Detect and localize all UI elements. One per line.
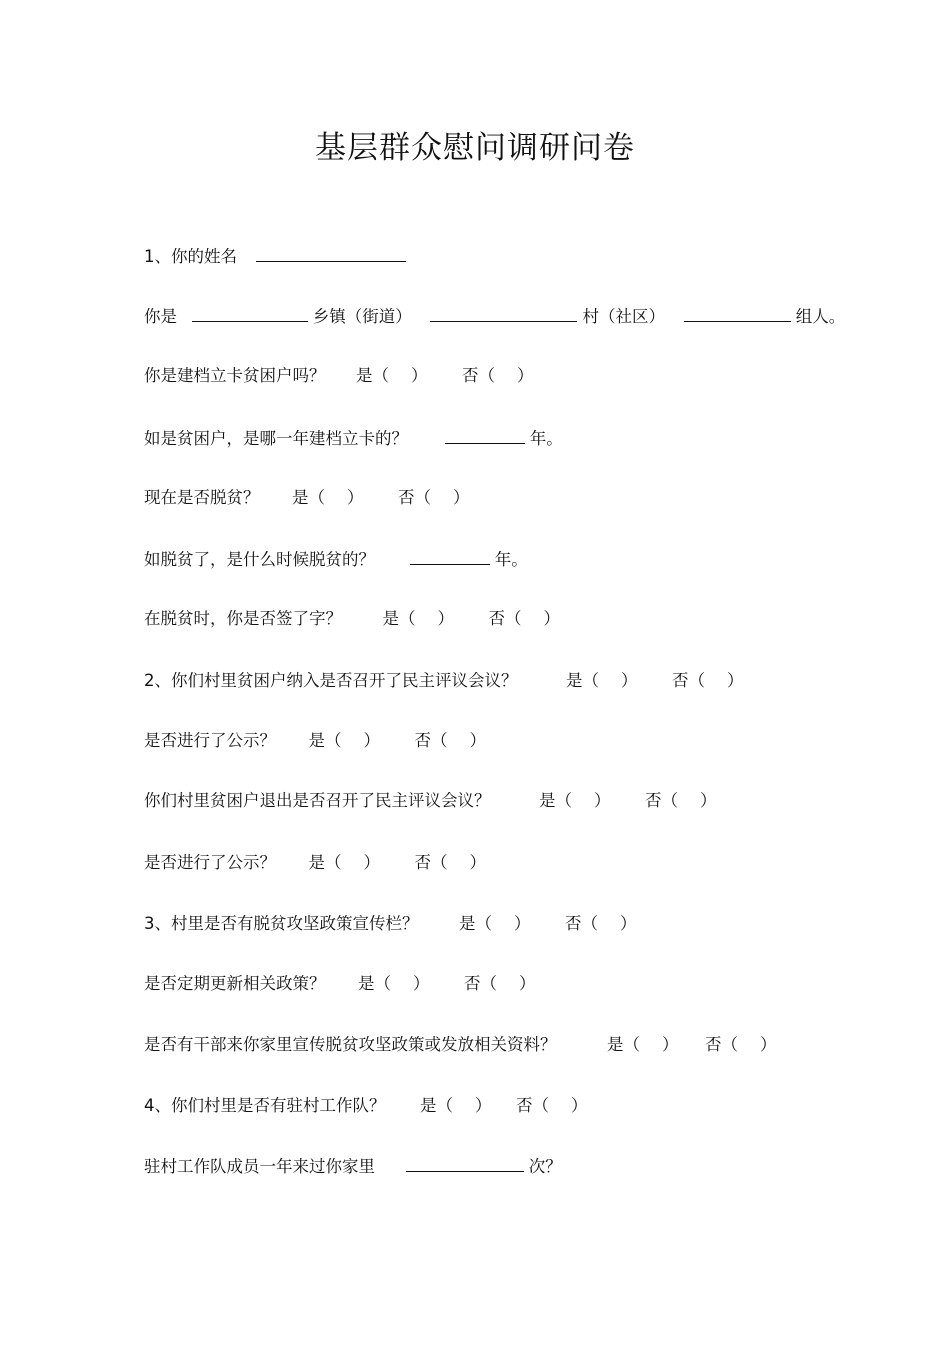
out-of-poverty-year-field[interactable] bbox=[410, 546, 490, 565]
question-text: 如是贫困户，是哪一年建档立卡的？ bbox=[144, 429, 408, 448]
inclusion-meeting-line bbox=[144, 668, 744, 694]
yes-option[interactable]: 是（ ） bbox=[382, 609, 454, 628]
no-option[interactable]: 否（ ） bbox=[462, 366, 534, 385]
yes-option[interactable]: 是（ ） bbox=[459, 914, 531, 933]
address-prefix: 你是 bbox=[144, 307, 177, 326]
group-field[interactable] bbox=[684, 303, 791, 322]
no-option[interactable]: 否（ ） bbox=[672, 671, 744, 690]
yes-option[interactable]: 是（ ） bbox=[292, 488, 364, 507]
yes-option[interactable]: 是（ ） bbox=[607, 1035, 679, 1054]
yes-option[interactable]: 是（ ） bbox=[308, 853, 380, 872]
visits-suffix: 次？ bbox=[528, 1157, 562, 1176]
no-option[interactable]: 否（ ） bbox=[414, 853, 486, 872]
visit-count-field[interactable] bbox=[406, 1153, 524, 1172]
question-text: 4、你们村里是否有驻村工作队？ bbox=[144, 1096, 386, 1115]
exit-publicity-line bbox=[144, 850, 486, 876]
registered-line bbox=[144, 363, 534, 389]
town-field[interactable] bbox=[192, 303, 308, 322]
village-field[interactable] bbox=[430, 303, 577, 322]
question-text: 是否进行了公示？ bbox=[144, 731, 276, 750]
question-text: 在脱贫时，你是否签了字？ bbox=[144, 609, 342, 628]
town-label: 乡镇（街道） bbox=[312, 307, 412, 326]
no-option[interactable]: 否（ ） bbox=[464, 974, 536, 993]
question-text: 如脱贫了，是什么时候脱贫的？ bbox=[144, 550, 375, 569]
question-text: 是否有干部来你家里宣传脱贫攻坚政策或发放相关资料？ bbox=[144, 1035, 557, 1054]
signed-line bbox=[144, 606, 560, 632]
no-option[interactable]: 否（ ） bbox=[705, 1035, 777, 1054]
no-option[interactable]: 否（ ） bbox=[488, 609, 560, 628]
question-text: 你们村里贫困户退出是否召开了民主评议会议？ bbox=[144, 791, 491, 810]
no-option[interactable]: 否（ ） bbox=[516, 1096, 588, 1115]
question-text: 是否定期更新相关政策？ bbox=[144, 974, 326, 993]
policy-board-line bbox=[144, 911, 637, 937]
registered-year-field[interactable] bbox=[445, 425, 525, 444]
cadre-visit-line bbox=[144, 1032, 777, 1058]
yes-option[interactable]: 是（ ） bbox=[308, 731, 380, 750]
year-suffix: 年。 bbox=[494, 550, 528, 569]
name-line bbox=[144, 243, 406, 269]
yes-option[interactable]: 是（ ） bbox=[539, 791, 611, 810]
yes-option[interactable]: 是（ ） bbox=[356, 366, 428, 385]
work-team-line bbox=[144, 1093, 588, 1119]
yes-option[interactable]: 是（ ） bbox=[420, 1096, 492, 1115]
no-option[interactable]: 否（ ） bbox=[565, 914, 637, 933]
question-text: 你是建档立卡贫困户吗？ bbox=[144, 366, 326, 385]
question-text: 是否进行了公示？ bbox=[144, 853, 276, 872]
team-visits-line bbox=[144, 1153, 562, 1179]
year-suffix: 年。 bbox=[529, 429, 563, 448]
page-title: 基层群众慰问调研问卷 bbox=[315, 130, 635, 166]
policy-update-line bbox=[144, 971, 536, 997]
exit-meeting-line bbox=[144, 788, 717, 814]
name-field[interactable] bbox=[256, 243, 406, 262]
question-text: 3、村里是否有脱贫攻坚政策宣传栏？ bbox=[144, 914, 419, 933]
village-label: 村（社区） bbox=[582, 307, 665, 326]
no-option[interactable]: 否（ ） bbox=[398, 488, 470, 507]
no-option[interactable]: 否（ ） bbox=[645, 791, 717, 810]
no-option[interactable]: 否（ ） bbox=[414, 731, 486, 750]
out-of-poverty-line bbox=[144, 485, 470, 511]
out-of-poverty-year-line bbox=[144, 546, 528, 572]
name-label: 1、你的姓名 bbox=[144, 247, 237, 266]
group-label: 组人。 bbox=[795, 307, 846, 326]
question-text: 驻村工作队成员一年来过你家里 bbox=[144, 1157, 375, 1176]
yes-option[interactable]: 是（ ） bbox=[358, 974, 430, 993]
registered-year-line bbox=[144, 425, 563, 451]
yes-option[interactable]: 是（ ） bbox=[566, 671, 638, 690]
inclusion-publicity-line bbox=[144, 728, 486, 754]
question-text: 现在是否脱贫？ bbox=[144, 488, 260, 507]
question-text: 2、你们村里贫困户纳入是否召开了民主评议会议？ bbox=[144, 671, 518, 690]
address-line bbox=[144, 303, 845, 329]
